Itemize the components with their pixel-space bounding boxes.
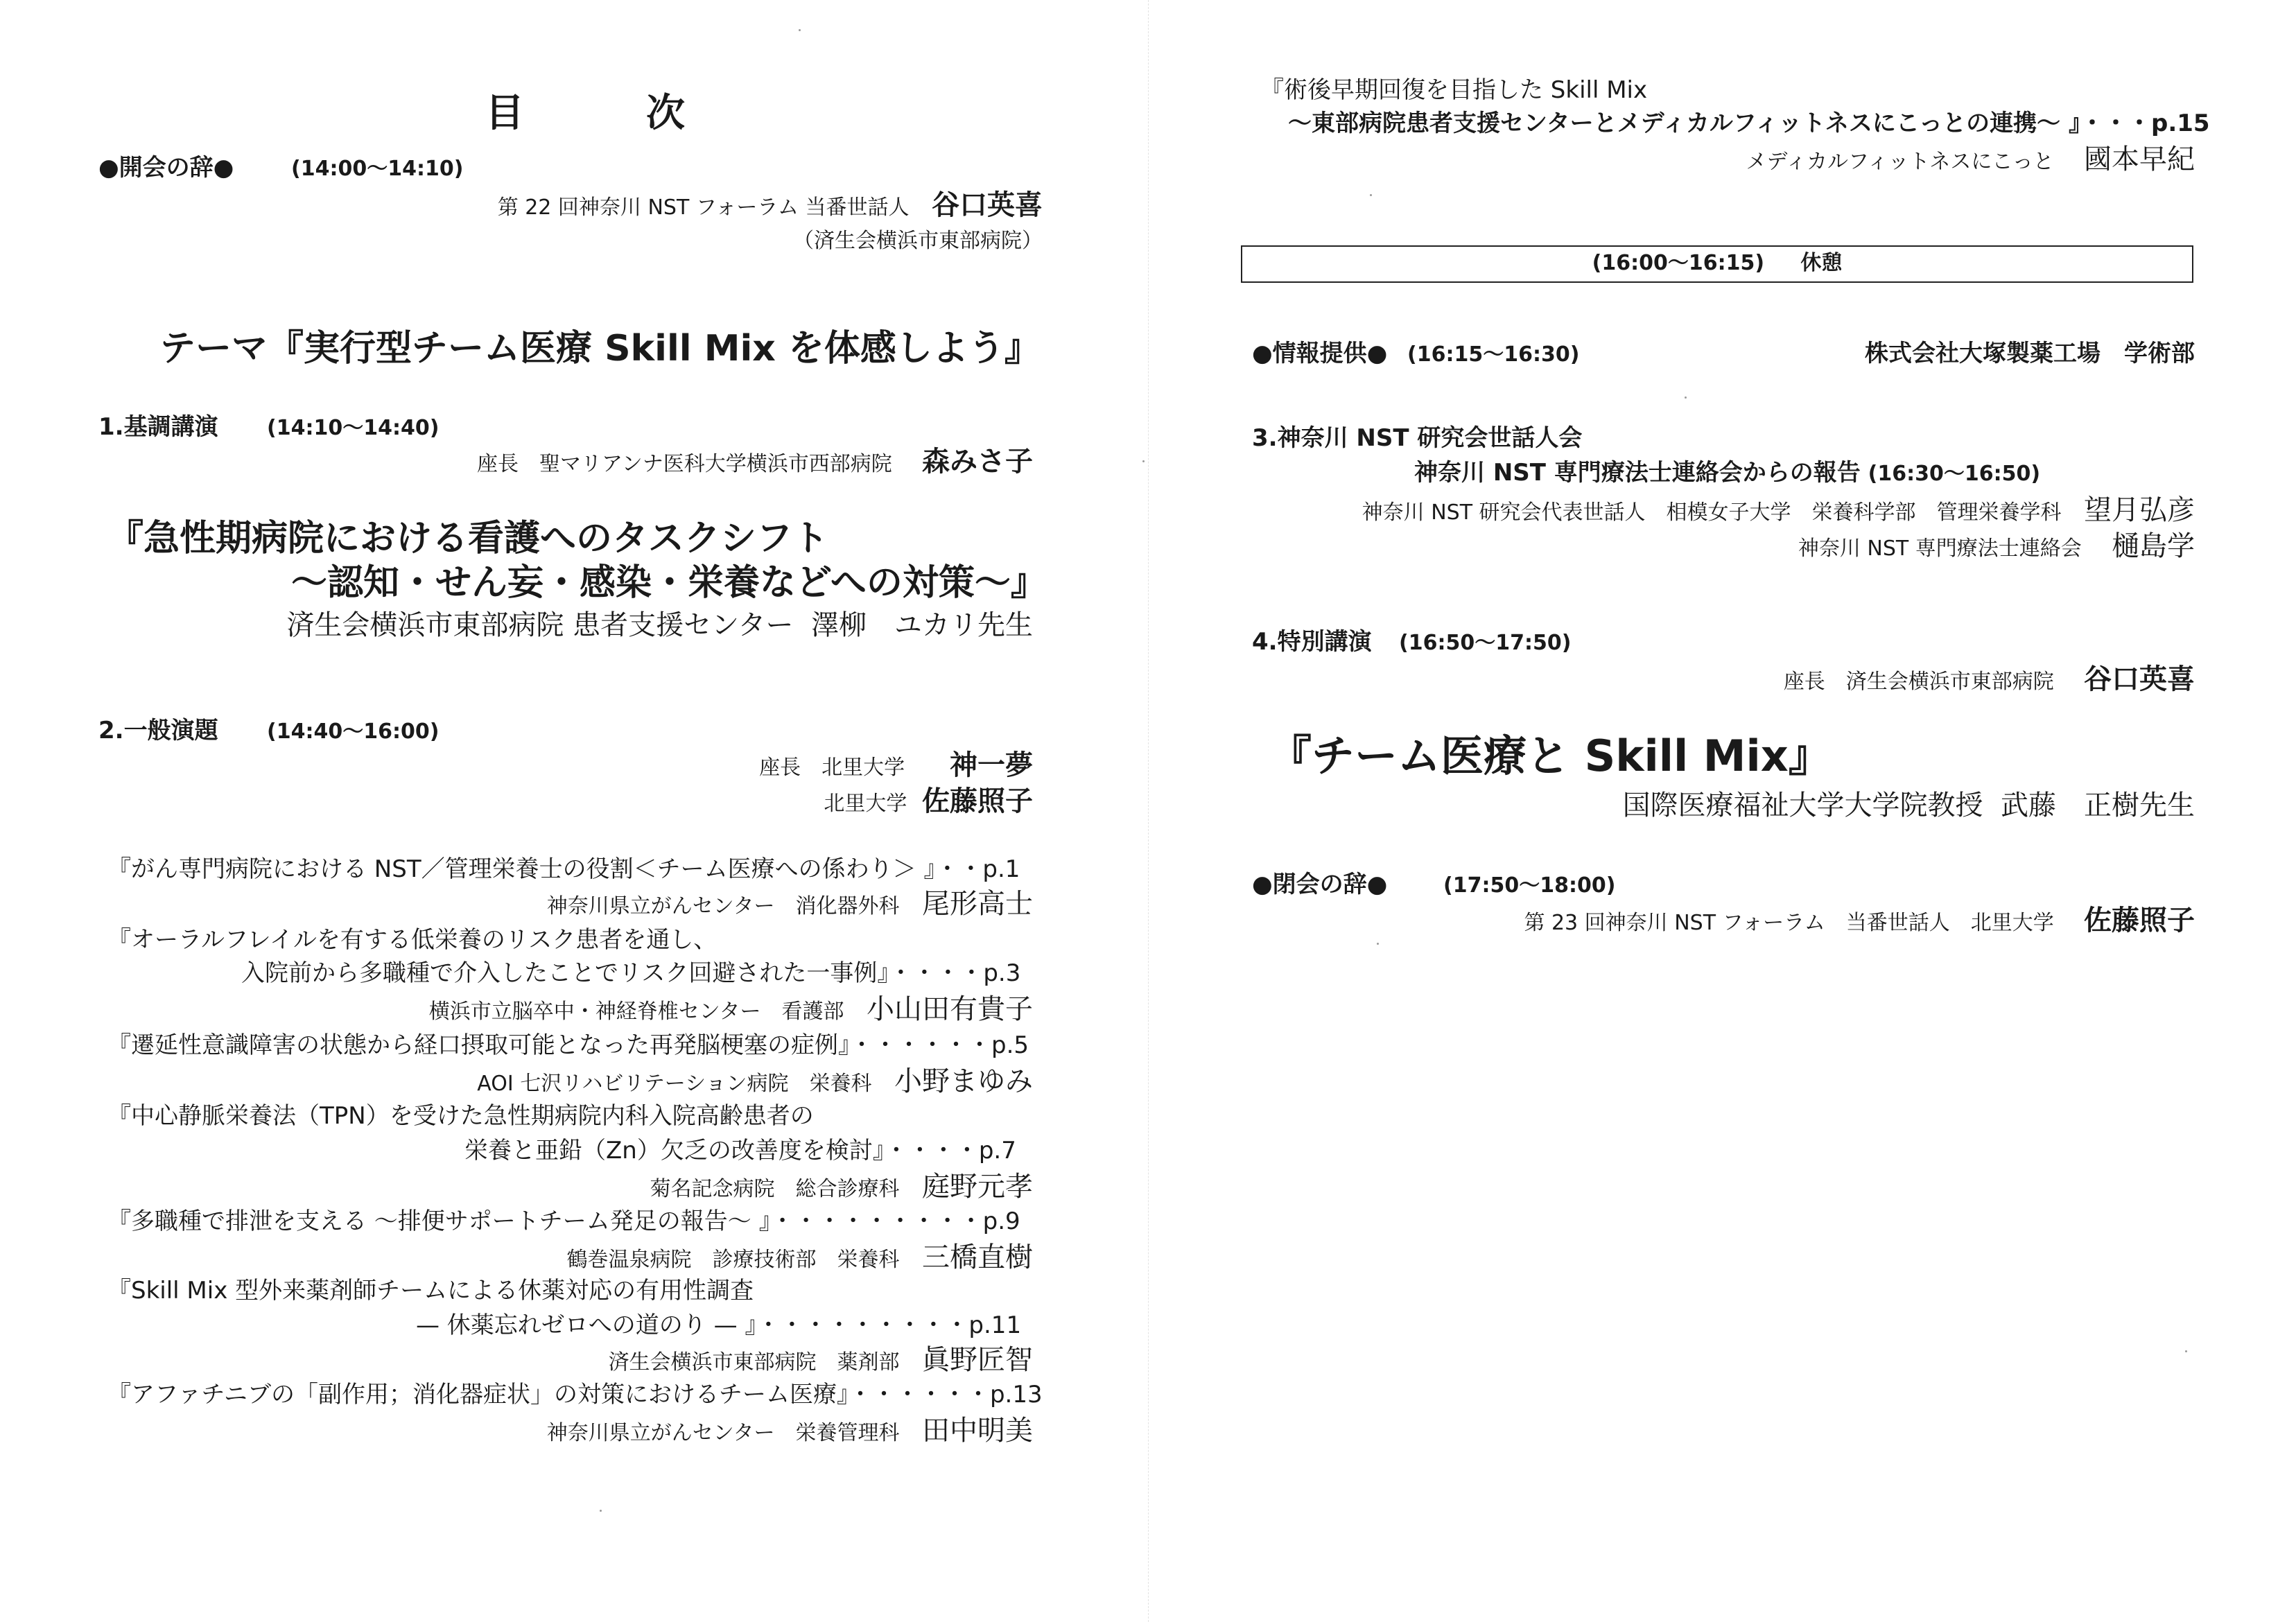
talk-8-presenter: メディカルフィットネスにこっと 國本早紀: [1746, 143, 2195, 175]
talk-2-title-line1: 『オーラルフレイルを有する低栄養のリスク患者を通し、: [107, 926, 718, 954]
scan-speck: [1685, 396, 1687, 399]
keynote-title-line2: 〜認知・せん妄・感染・栄養などへの対策〜』: [291, 562, 1047, 604]
general-time: (14:40〜16:00): [267, 720, 440, 744]
talk-1-title: 『がん専門病院における NST／管理栄養士の役割＜チーム医療への係わり＞ 』・・p.1: [107, 855, 1020, 883]
keynote-title-line1: 『急性期病院における看護へのタスクシフト: [107, 518, 829, 559]
talk-6-presenter: 済生会横浜市東部病院 薬剤部 眞野匠智: [608, 1344, 1033, 1376]
scan-speck: [1370, 194, 1372, 196]
break-text: (16:00〜16:15) 休憩: [1592, 251, 1843, 275]
talk-4-presenter: 菊名記念病院 総合診療科 庭野元孝: [650, 1171, 1033, 1203]
scan-speck: [799, 29, 801, 31]
talk-2-title-line2: 入院前から多職種で介入したことでリスク回避された一事例』・・・・p.3: [241, 959, 1021, 987]
special-time: (16:50〜17:50): [1399, 631, 1572, 655]
theme-title: テーマ『実行型チーム医療 Skill Mix を体感しよう』: [159, 328, 1041, 369]
talk-2-presenter: 横浜市立脳卒中・神経脊椎センター 看護部 小山田有貴子: [428, 993, 1033, 1025]
opening-host-affil: （済生会横浜市東部病院）: [793, 229, 1043, 253]
scan-speck: [600, 1510, 602, 1512]
scan-speck: [2185, 1350, 2187, 1352]
keynote-label: 1.基調講演: [98, 413, 218, 441]
talk-3-presenter: AOI 七沢リハビリテーション病院 栄養科 小野まゆみ: [477, 1065, 1033, 1097]
report-line2: 神奈川 NST 専門療法士連絡会からの報告 (16:30〜16:50): [1414, 459, 2041, 487]
talk-7-title: 『アファチニブの「副作用；消化器症状」の対策におけるチーム医療』・・・・・・p.13: [107, 1381, 1043, 1409]
special-label: 4.特別講演: [1252, 628, 1372, 656]
keynote-chair: 座長 聖マリアンナ医科大学横浜市西部病院 森みさ子: [476, 446, 1033, 478]
talk-1-presenter: 神奈川県立がんセンター 消化器外科 尾形高士: [546, 888, 1033, 920]
talk-5-presenter: 鶴巻温泉病院 診療技術部 栄養科 三橋直樹: [566, 1241, 1033, 1273]
keynote-chair-name: 森みさ子: [922, 446, 1033, 478]
closing-label: ●閉会の辞●: [1252, 871, 1388, 898]
keynote-speaker-name: 澤柳 ユカリ先生: [811, 609, 1033, 641]
opening-time: (14:00〜14:10): [291, 157, 464, 181]
report-label: 3.神奈川 NST 研究会世話人会: [1252, 424, 1583, 452]
talk-6-title-line2: — 休薬忘れゼロへの道のり — 』・・・・・・・・・p.11: [416, 1311, 1022, 1339]
special-chair-name: 谷口英喜: [2084, 663, 2195, 695]
report-presenter-2: 神奈川 NST 専門療法士連絡会 樋島学: [1798, 530, 2195, 562]
talk-8-title-line1: 『術後早期回復を目指した Skill Mix: [1260, 76, 1648, 104]
talk-5-title: 『多職種で排泄を支える 〜排便サポートチーム発足の報告〜 』・・・・・・・・・p.9: [107, 1207, 1020, 1235]
general-chair1-name: 神一夢: [950, 749, 1033, 781]
info-org: 株式会社大塚製薬工場 学術部: [1865, 340, 2195, 367]
general-label: 2.一般演題: [98, 717, 218, 744]
general-chair1: 座長 北里大学 神一夢: [759, 749, 1033, 781]
special-chair: 座長 済生会横浜市東部病院 谷口英喜: [1783, 663, 2195, 695]
toc-title: 目 次: [485, 91, 727, 136]
keynote-time: (14:10〜14:40): [267, 416, 440, 440]
scan-speck: [1377, 943, 1379, 945]
info-label: ●情報提供●: [1252, 340, 1388, 367]
special-speaker-name: 武藤 正樹先生: [2001, 790, 2195, 821]
page-fold: [1148, 0, 1149, 1622]
talk-4-title-line1: 『中心静脈栄養法（TPN）を受けた急性期病院内科入院高齢患者の: [107, 1102, 814, 1130]
opening-label: ●開会の辞●: [98, 154, 234, 182]
report-presenter-1: 神奈川 NST 研究会代表世話人 相模女子大学 栄養科学部 管理栄養学科 望月弘彦: [1362, 494, 2195, 526]
info-time: (16:15〜16:30): [1407, 342, 1580, 367]
special-speaker: 国際医療福祉大学大学院教授 武藤 正樹先生: [1622, 790, 2195, 821]
opening-host-name: 谷口英喜: [932, 189, 1043, 221]
talk-7-presenter: 神奈川県立がんセンター 栄養管理科 田中明美: [546, 1415, 1033, 1447]
general-chair2: 北里大学 佐藤照子: [824, 785, 1033, 817]
closing-host-name: 佐藤照子: [2084, 905, 2195, 936]
closing-host: 第 23 回神奈川 NST フォーラム 当番世話人 北里大学 佐藤照子: [1524, 905, 2195, 936]
closing-time: (17:50〜18:00): [1443, 873, 1616, 898]
break-box: [1241, 245, 2193, 283]
talk-3-title: 『遷延性意識障害の状態から経口摂取可能となった再発脳梗塞の症例』・・・・・・p.5: [107, 1031, 1029, 1059]
talk-4-title-line2: 栄養と亜鉛（Zn）欠乏の改善度を検討』・・・・p.7: [464, 1137, 1016, 1165]
keynote-speaker: 済生会横浜市東部病院 患者支援センター 澤柳 ユカリ先生: [286, 609, 1033, 641]
general-chair2-name: 佐藤照子: [922, 785, 1033, 817]
special-title: 『チーム医療と Skill Mix』: [1269, 731, 1832, 781]
talk-8-title-line2: 〜東部病院患者支援センターとメディカルフィットネスにこっとの連携〜 』・・・p.15: [1288, 110, 2210, 137]
talk-6-title-line1: 『Skill Mix 型外来薬剤師チームによる休薬対応の有用性調査: [107, 1277, 754, 1305]
opening-host: 第 22 回神奈川 NST フォーラム 当番世話人 谷口英喜: [497, 189, 1043, 221]
scan-speck: [1142, 460, 1145, 462]
